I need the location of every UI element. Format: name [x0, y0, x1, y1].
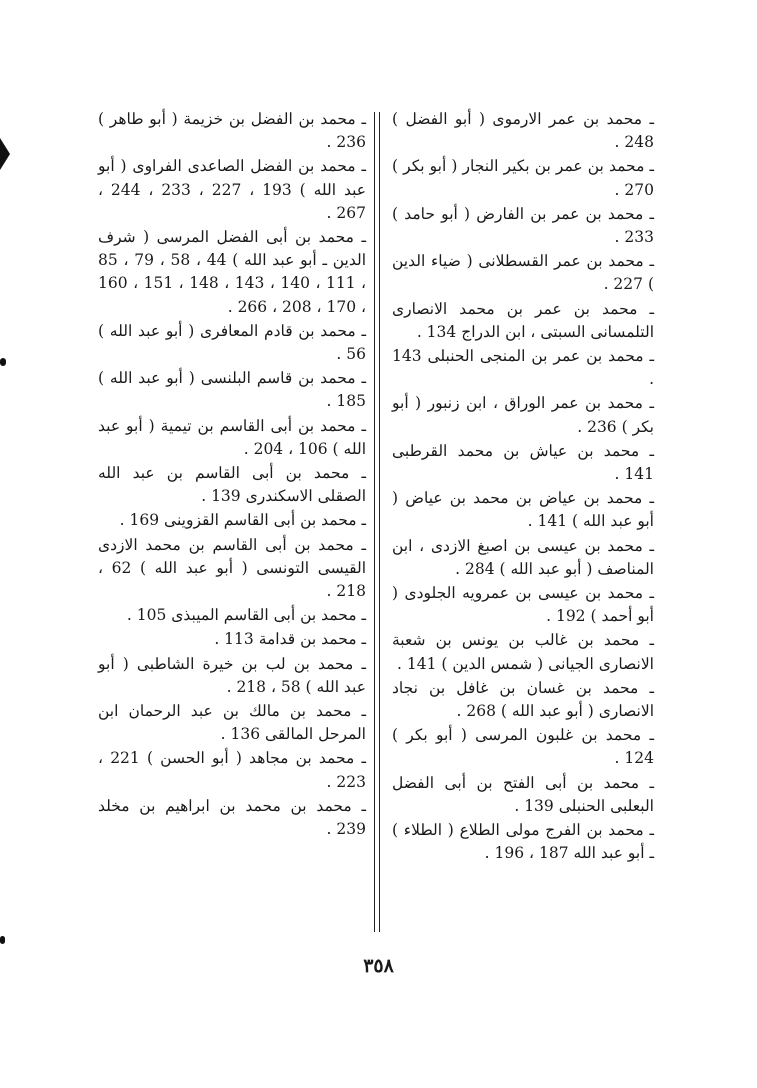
index-column-right	[392, 108, 654, 867]
index-entry: ـ محمد بن أبى القاسم بن محمد الازدى القيسى التونسى ( أبو عبد الله ) 62 ، 218 .	[98, 535, 366, 601]
index-entry: ـ محمد بن أبى القاسم بن عبد الله الصقلى الاسكندرى 139 .	[98, 464, 366, 506]
index-entry: ـ محمد بن عمر الوراق ، ابن زنبور ( أبو بكر ) 236 .	[392, 394, 654, 436]
index-entry: ـ محمد بن عمر بن بكير النجار ( أبو بكر ) 270 .	[392, 157, 654, 199]
index-entry: ـ محمد بن غالب بن يونس بن شعبة الانصارى الجيانى ( شمس الدين ) 141 .	[392, 631, 654, 673]
column-divider-line-1	[374, 112, 375, 932]
index-entry: ـ محمد بن الفرج مولى الطلاع ( الطلاء ) ـ أبو عبد الله 187 ، 196 .	[392, 821, 654, 863]
index-entry: ـ محمد بن قادم المعافرى ( أبو عبد الله ) 56 .	[98, 321, 366, 364]
index-entry: ـ محمد بن أبى الفضل المرسى ( شرف الدين ـ أبو عبد الله ) 44 ، 58 ، 79 ، 85 ، 111 ، 140 ، 143 ، 148 ، 151 ، 160 ، 170 ، 208 ، 266 .	[98, 228, 367, 316]
index-entry: ـ محمد بن عمر الارموى ( أبو الفضل ) 248 .	[392, 110, 654, 152]
index-entry: ـ محمد بن عيسى بن عمرويه الجلودى ( أبو أحمد ) 192 .	[392, 584, 654, 626]
index-entry: ـ محمد بن أبى القاسم بن تيمية ( أبو عبد الله ) 106 ، 204 .	[98, 416, 366, 458]
index-entry: ـ محمد بن عمر بن المنجى الحنبلى 143 .	[392, 347, 654, 389]
index-entry: ـ محمد بن قدامة 113 .	[214, 630, 366, 649]
index-entry: ـ محمد بن محمد بن ابراهيم بن مخلد 239 .	[98, 796, 366, 839]
index-entry: ـ محمد بن لب بن خيرة الشاطبى ( أبو عبد الله ) 58 ، 218 .	[98, 654, 366, 696]
index-entry: ـ محمد بن الفضل الصاعدى الفراوى ( أبو عبد الله ) 193 ، 227 ، 233 ، 244 ، 267 .	[98, 157, 366, 222]
index-entry: ـ محمد بن عياش بن محمد القرطبى 141 .	[392, 441, 654, 484]
index-entry: ـ محمد بن أبى الفتح بن أبى الفضل البعلبى الحنبلى 139 .	[392, 773, 654, 815]
index-entry: ـ محمد بن قاسم البلنسى ( أبو عبد الله ) 185 .	[98, 369, 366, 411]
index-entry: ـ محمد بن مجاهد ( أبو الحسن ) 221 ، 223 .	[98, 749, 366, 791]
index-entry: ـ محمد بن الفضل بن خزيمة ( أبو طاهر ) 236 .	[98, 110, 366, 152]
index-entry: ـ محمد بن عياض بن محمد بن عياض ( أبو عبد الله ) 141 .	[392, 489, 654, 531]
index-entry: ـ محمد بن عمر بن محمد الانصارى التلمسانى السبتى ، ابن الدراج 134 .	[392, 299, 654, 341]
margin-mark-bottom	[0, 936, 5, 944]
column-divider-line-2	[379, 112, 380, 932]
index-entry: ـ محمد بن غلبون المرسى ( أبو بكر ) 124 .	[392, 726, 654, 768]
index-entry: ـ محمد بن عيسى بن اصبغ الازدى ، ابن المناصف ( أبو عبد الله ) 284 .	[392, 536, 654, 578]
index-entry: ـ محمد بن مالك بن عبد الرحمان ابن المرحل المالقى 136 .	[98, 702, 366, 744]
index-entry: ـ محمد بن غسان بن غافل بن نجاد الانصارى ( أبو عبد الله ) 268 .	[392, 678, 654, 721]
index-column-left	[98, 108, 366, 842]
margin-mark-top	[0, 138, 10, 170]
page-number: ٣٥٨	[363, 955, 394, 977]
index-entry: ـ محمد بن عمر القسطلانى ( ضياء الدين ) 227 .	[392, 252, 654, 294]
index-entry: ـ محمد بن عمر بن الفارض ( أبو حامد ) 233 .	[392, 204, 654, 247]
margin-mark-middle	[0, 358, 6, 366]
index-entry: ـ محمد بن أبى القاسم الميبذى 105 .	[126, 606, 366, 625]
index-entry: ـ محمد بن أبى القاسم القزوينى 169 .	[119, 511, 366, 530]
